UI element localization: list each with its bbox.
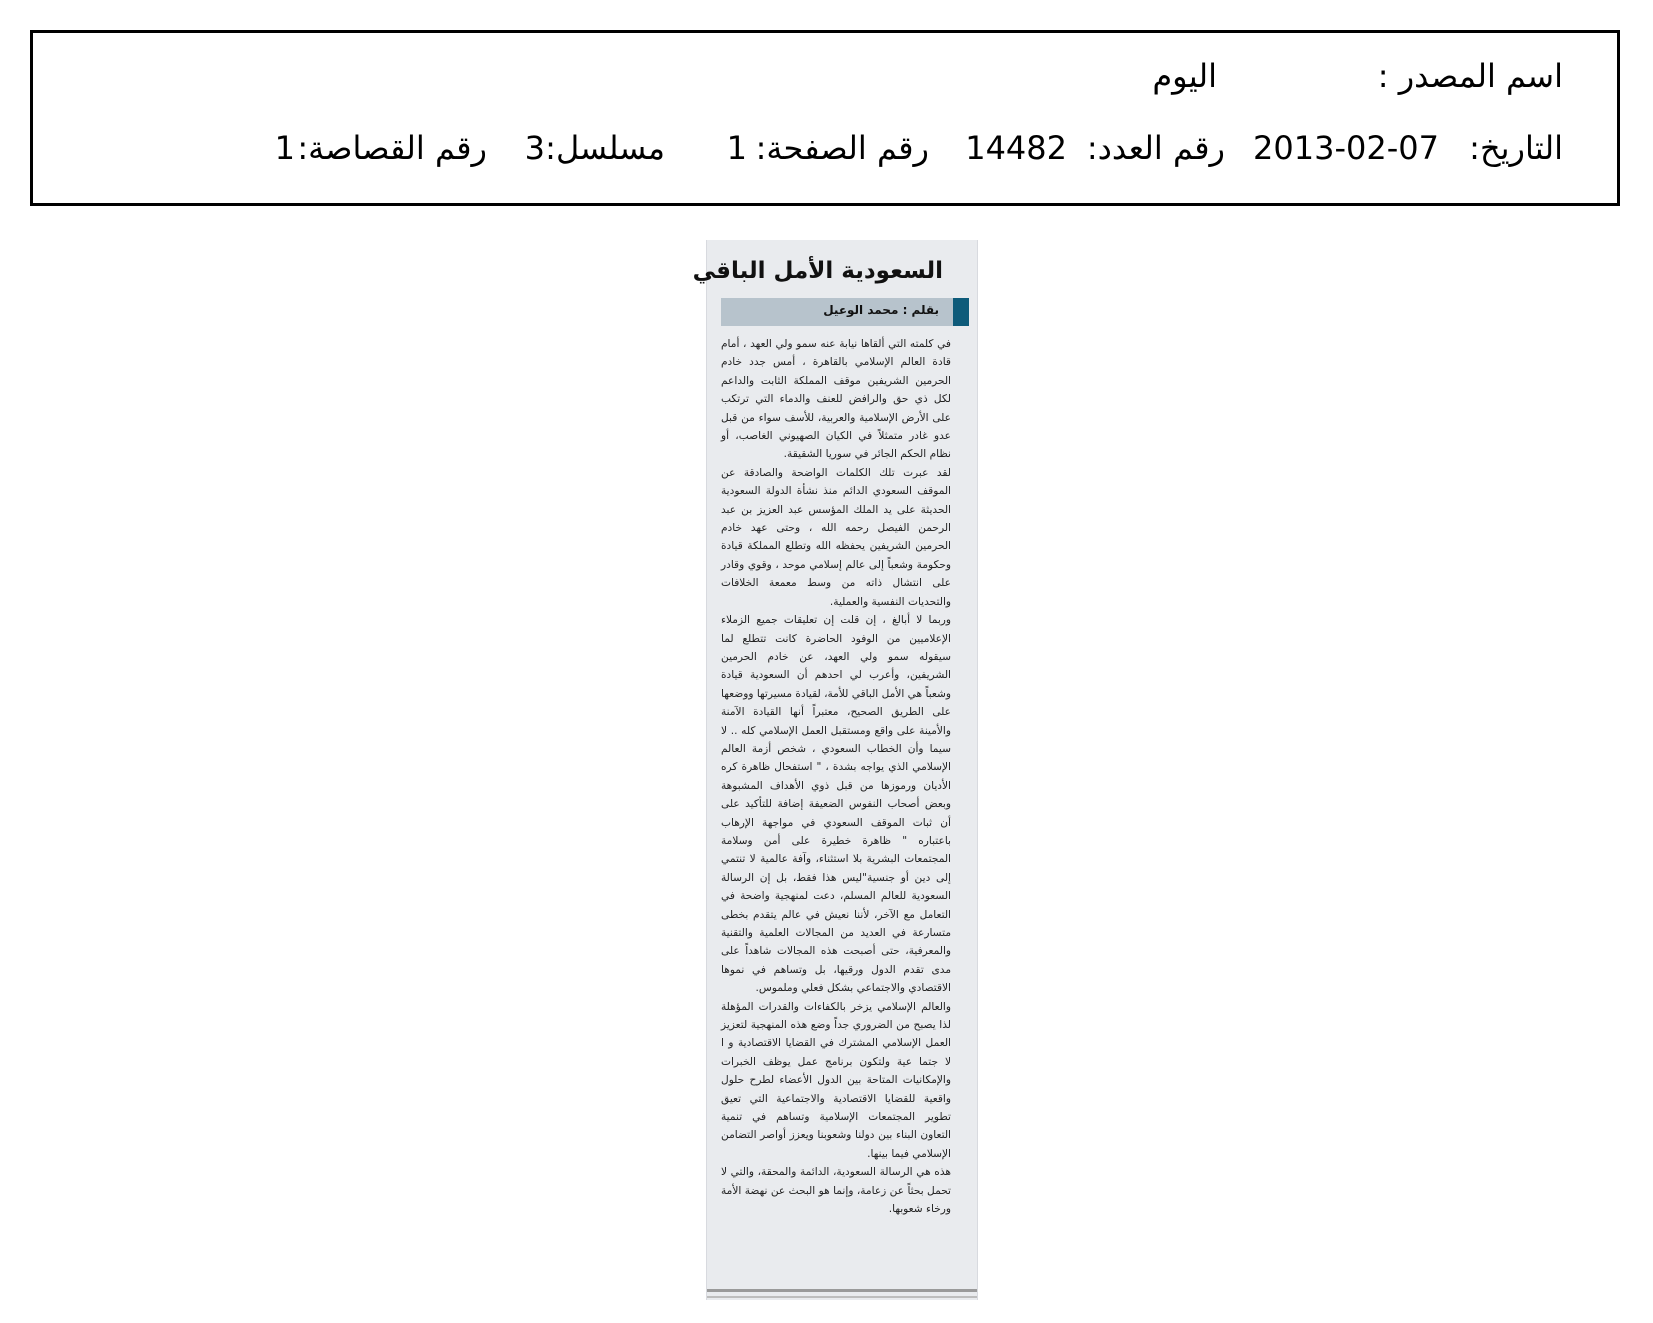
- article-paragraph: لقد عبرت تلك الكلمات الواضحة والصادقة عن الموقف السعودي الدائم منذ نشأة الدولة السعودية الحديثة على يد الملك المؤسس عبد العزيز بن عبد الرحمن الفيصل رحمه الله ، وحتى عهد خادم الحرمين الشريفين يحفظه الله وتطلع المملكة قيادة وحكومة وشعباً إلى عالم إسلامي موحد ، وقوي وقادر على انتشال ذاته من وسط معمعة الخلافات والتحديات النفسية والعملية.: [721, 466, 951, 608]
- article-paragraph: في كلمته التي ألقاها نيابة عنه سمو ولي العهد ، أمام قادة العالم الإسلامي بالقاهرة ، أمس جدد خادم الحرمين الشريفين موقف المملكة الثابت والداعم لكل ذي حق والرافض للعنف والدماء التي ترتكب على الأرض الإسلامية والعربية، للأسف سواء من قبل عدو غادر متمثلاً في الكيان الصهيوني الغاصب، أو نظام الحكم الجائر في سوريا الشقيقة.: [721, 338, 951, 461]
- newspaper-clipping: [692, 240, 978, 1300]
- article-body: [721, 335, 951, 1219]
- article-byline: بقلم : محمد الوعيل: [823, 303, 939, 317]
- date-value: 2013-02-07: [1253, 129, 1439, 167]
- issue-label: رقم العدد:: [1086, 129, 1225, 167]
- article-paragraph: والعالم الإسلامي يزخر بالكفاءات والقدرات المؤهلة لذا يصبح من الضروري جداً وضع هذه المنهجية لتعزيز العمل الإسلامي المشترك في القضايا الاقتصادية و ا لا جتما عية ولتكون برنامج عمل يوظف الخبرات والإمكانيات المتاحة بين الدول الأعضاء لطرح حلول واقعية للقضايا الاقتصادية والاجتماعية التي تعيق تطوير المجتمعات الإسلامية وتساهم في تنمية التعاون البناء بين دولنا وشعوبنا ويعزز أواصر التضامن الإسلامي فيما بينها.: [721, 1000, 951, 1160]
- serial-value: 3: [524, 129, 545, 167]
- source-label: اسم المصدر :: [1377, 57, 1563, 95]
- page-value: 1: [726, 129, 747, 167]
- byline-bar: [721, 298, 969, 326]
- source-value: اليوم: [1152, 57, 1217, 95]
- page-label: رقم الصفحة:: [755, 129, 929, 167]
- issue-value: 14482: [965, 129, 1067, 167]
- metadata-header: [30, 30, 1620, 206]
- clip-value: 1: [274, 129, 295, 167]
- clip-label: رقم القصاصة:: [297, 129, 487, 167]
- article-paragraph: وربما لا أبالغ ، إن قلت إن تعليقات جميع الزملاء الإعلاميين من الوفود الحاضرة كانت تتطلع لما سيقوله سمو ولي العهد، عن خادم الحرمين الشريفين، وأعرب لي احدهم أن السعودية قيادة وشعباً هي الأمل الباقي للأمة، لقيادة مسيرتها ووضعها على الطريق الصحيح، معتبراً أنها القيادة الآمنة والأمينة على واقع ومستقبل العمل الإسلامي كله .. لا سيما وأن الخطاب السعودي ، شخص أزمة العالم الإسلامي الذي يواجه بشدة ، " استفحال ظاهرة كره الأديان ورموزها من قبل ذوي الأهداف المشبوهة وبعض أصحاب النفوس الضعيفة إضافة للتأكيد على أن ثبات الموقف السعودي في مواجهة الإرهاب باعتباره " ظاهرة خطيرة على أمن وسلامة المجتمعات البشرية بلا استثناء، وآفة عالمية لا تنتمي إلى دين أو جنسية"ليس هذا فقط، بل إن الرسالة السعودية للعالم المسلم، دعت لمنهجية واضحة في التعامل مع الآخر، لأننا نعيش في عالم يتقدم بخطى متسارعة في العديد من المجالات العلمية والتقنية والمعرفية، حتى أصبحت هذه المجالات شاهداً على مدى تقدم الدول ورقيها، بل وتساهم في نموها الاقتصادي والاجتماعي بشكل فعلي وملموس.: [721, 614, 951, 995]
- date-label: التاريخ:: [1469, 129, 1563, 167]
- byline-accent: [953, 298, 969, 326]
- bottom-rule: [707, 1289, 977, 1292]
- article-title: السعودية الأمل الباقي: [692, 258, 943, 284]
- bottom-rule: [707, 1296, 977, 1298]
- serial-label: مسلسل:: [545, 129, 665, 167]
- article-paragraph: هذه هي الرسالة السعودية، الدائمة والمحقة، والتي لا تحمل بحثاً عن زعامة، وإنما هو البحث عن نهضة الأمة ورخاء شعوبها.: [721, 1166, 951, 1216]
